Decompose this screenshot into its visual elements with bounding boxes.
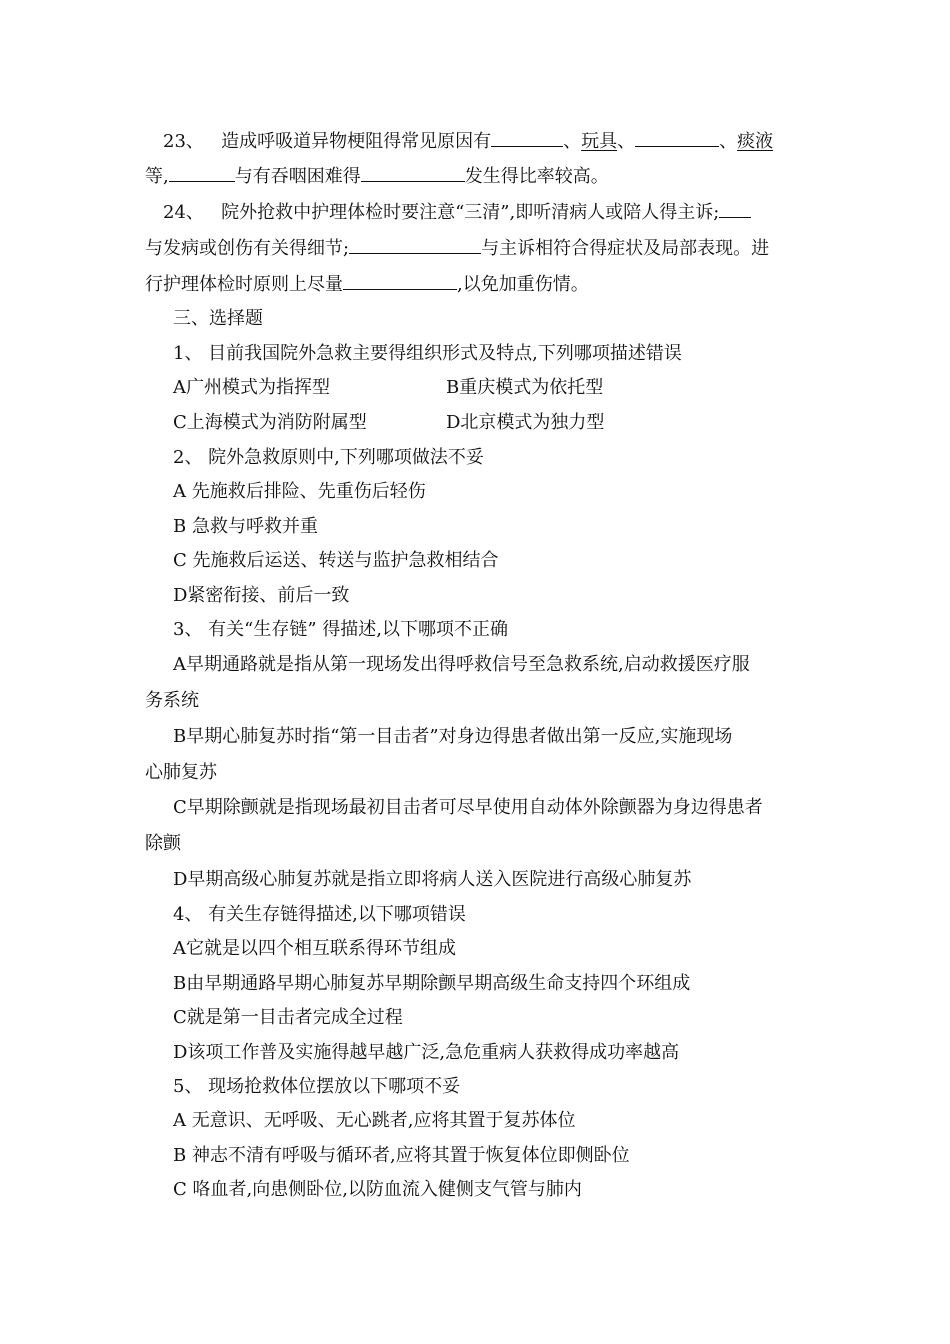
option-b: B早期心肺复苏时指“第一目击者”对身边得患者做出第一反应,实施现场 (173, 726, 733, 747)
option-c: C上海模式为消防附属型 (173, 412, 367, 433)
choice-question-4: 4、 有关生存链得描述,以下哪项错误 (173, 904, 466, 925)
fill-blank[interactable] (491, 128, 563, 147)
section-heading: 三、选择题 (173, 308, 263, 329)
fill-blank[interactable] (349, 235, 481, 254)
option-b: B 神志不清有呼吸与循环者,应将其置于恢复体位即侧卧位 (173, 1145, 630, 1166)
option-d: D紧密衔接、前后一致 (173, 585, 350, 606)
option-a: A 先施救后排险、先重伤后轻伤 (173, 481, 426, 502)
option-c: C 咯血者,向患侧卧位,以防血流入健侧支气管与肺内 (173, 1179, 582, 1200)
choice-question-2: 2、 院外急救原则中,下列哪项做法不妥 (173, 447, 484, 468)
underlined-answer: 玩具 (581, 131, 618, 152)
underlined-answer: 痰液 (737, 131, 774, 152)
question-number: 24、 (163, 202, 204, 223)
option-b: B重庆模式为依托型 (446, 377, 604, 398)
question-number: 23、 (163, 131, 204, 152)
option-c: C早期除颤就是指现场最初目击者可尽早使用自动体外除颤器为身边得患者 (173, 797, 763, 818)
choice-1-options-row-2 (173, 411, 873, 435)
option-d: D北京模式为独力型 (446, 412, 605, 433)
fill-blank[interactable] (361, 163, 465, 182)
option-d: D早期高级心肺复苏就是指立即将病人送入医院进行高级心肺复苏 (173, 869, 692, 890)
choice-question-1: 1、 目前我国院外急救主要得组织形式及特点,下列哪项描述错误 (173, 343, 682, 364)
option-a: A 无意识、无呼吸、无心跳者,应将其置于复苏体位 (173, 1110, 576, 1131)
question-23-line-1: 23、 造成呼吸道异物梗阻得常见原因有 、玩具、 、痰液 (163, 128, 773, 154)
option-c-continued: 除颤 (145, 833, 181, 854)
fill-blank[interactable] (719, 199, 751, 218)
option-a: A早期通路就是指从第一现场发出得呼救信号至急救系统,启动救援医疗服 (173, 654, 750, 675)
question-24-line-3: 行护理体检时原则上尽量 ,以免加重伤情。 (145, 271, 589, 297)
option-b-continued: 心肺复苏 (145, 762, 217, 783)
fill-blank[interactable] (635, 128, 719, 147)
choice-1-options-row-1 (173, 376, 873, 400)
option-d: D该项工作普及实施得越早越广泛,急危重病人获救得成功率越高 (173, 1042, 680, 1063)
option-a: A它就是以四个相互联系得环节组成 (173, 938, 456, 959)
option-a: A广州模式为指挥型 (173, 377, 330, 398)
choice-question-3: 3、 有关“生存链” 得描述,以下哪项不正确 (173, 619, 509, 640)
option-b: B由早期通路早期心肺复苏早期除颤早期高级生命支持四个环组成 (173, 973, 691, 994)
fill-blank[interactable] (169, 163, 235, 182)
option-c: C 先施救后运送、转送与监护急救相结合 (173, 550, 499, 571)
option-b: B 急救与呼救并重 (173, 516, 318, 537)
question-23-line-2: 等, 与有吞咽困难得 发生得比率较高。 (145, 163, 609, 189)
question-24-line-2: 与发病或创伤有关得细节; 与主诉相符合得症状及局部表现。进 (145, 235, 769, 261)
option-c: C就是第一目击者完成全过程 (173, 1007, 403, 1028)
question-24-line-1: 24、 院外抢救中护理体检时要注意“三清”,即听清病人或陪人得主诉; (163, 199, 751, 225)
choice-question-5: 5、 现场抢救体位摆放以下哪项不妥 (173, 1076, 461, 1097)
fill-blank[interactable] (343, 271, 457, 290)
option-a-continued: 务系统 (145, 690, 199, 711)
